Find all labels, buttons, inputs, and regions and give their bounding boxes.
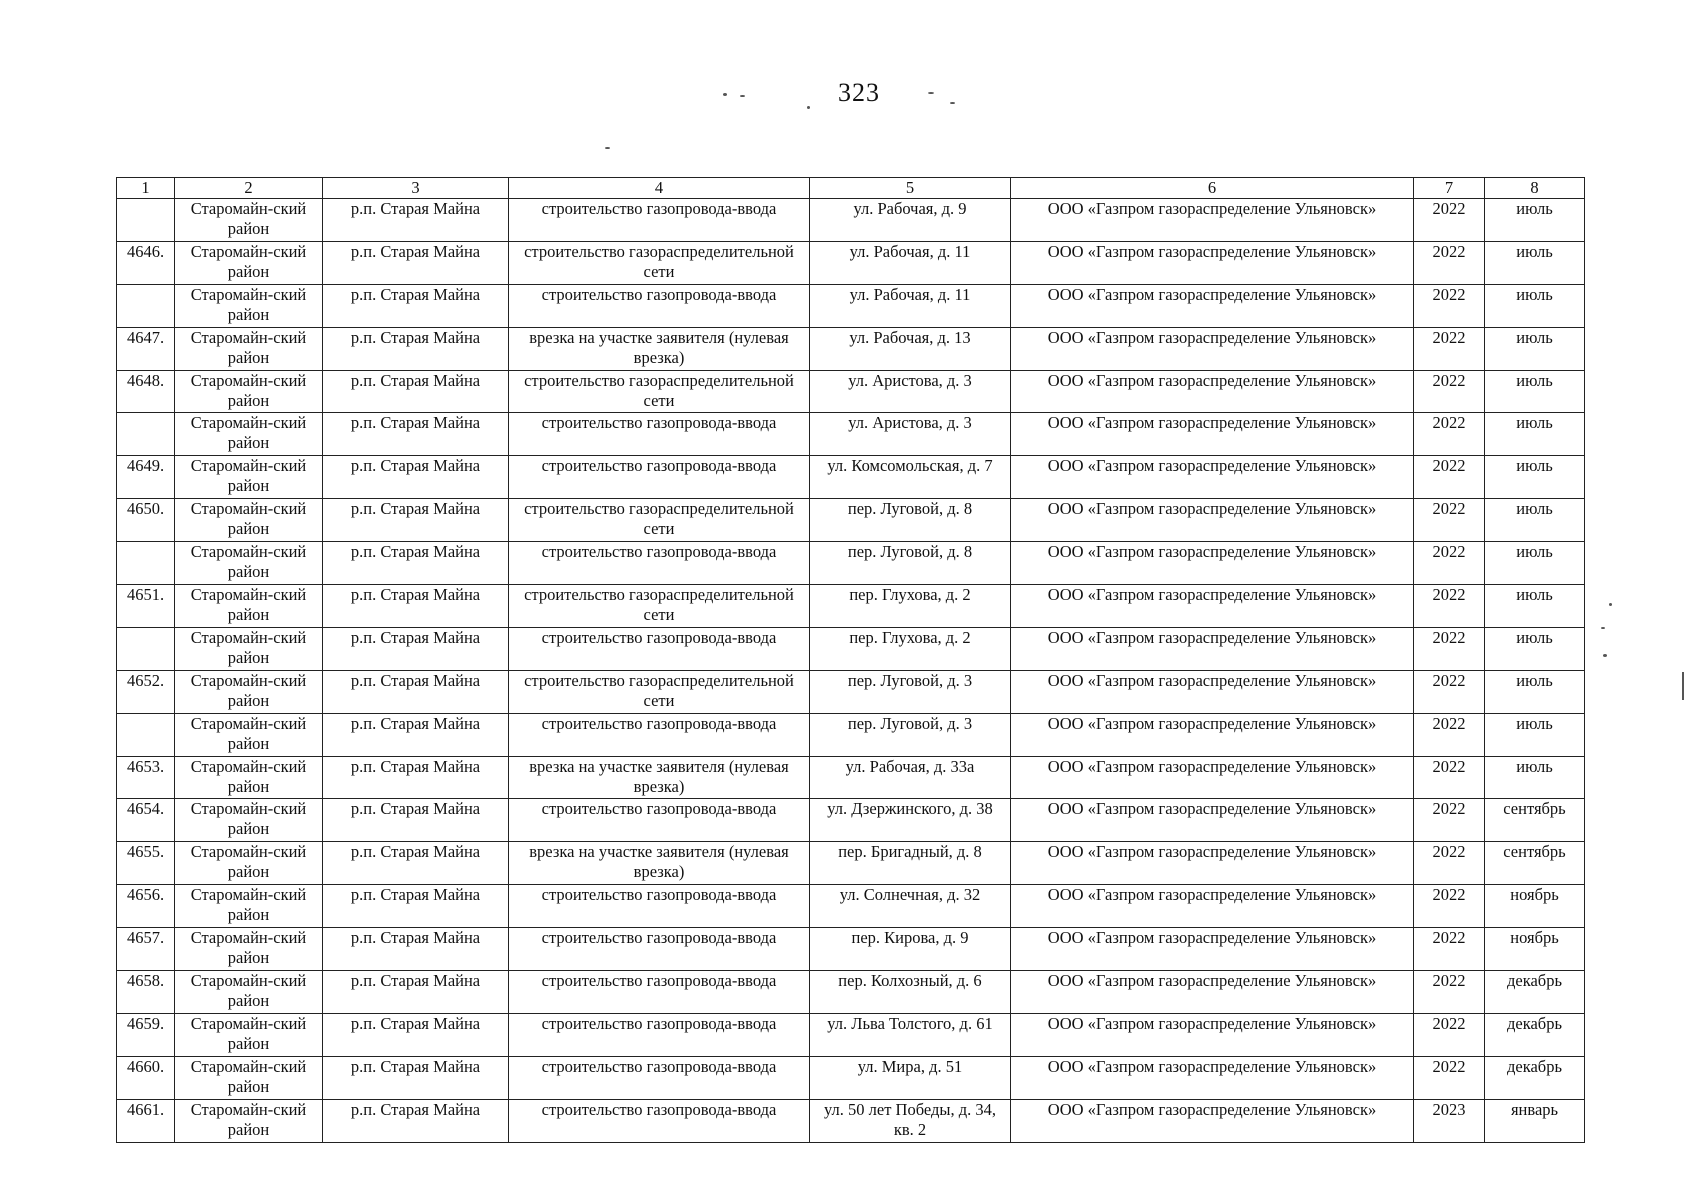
address-cell: ул. Рабочая, д. 13 (810, 327, 1011, 370)
year-cell: 2022 (1414, 885, 1485, 928)
year-cell: 2022 (1414, 456, 1485, 499)
table-row (117, 799, 1585, 842)
scan-speck (1682, 672, 1684, 700)
year-cell: 2023 (1414, 1099, 1485, 1142)
table-row (117, 885, 1585, 928)
settlement-cell: р.п. Старая Майна (323, 199, 509, 242)
year-cell: 2022 (1414, 284, 1485, 327)
row-number: 4656. (117, 885, 175, 928)
organization-cell: ООО «Газпром газораспределение Ульяновск» (1011, 1056, 1414, 1099)
scan-speck (928, 92, 934, 94)
district-cell: Старомайн-ский район (175, 499, 323, 542)
address-cell: ул. Дзержинского, д. 38 (810, 799, 1011, 842)
organization-cell: ООО «Газпром газораспределение Ульяновск» (1011, 241, 1414, 284)
settlement-cell: р.п. Старая Майна (323, 370, 509, 413)
district-cell: Старомайн-ский район (175, 1013, 323, 1056)
year-cell: 2022 (1414, 542, 1485, 585)
table-row (117, 928, 1585, 971)
address-cell: ул. Льва Толстого, д. 61 (810, 1013, 1011, 1056)
work-type-cell: строительство газопровода-ввода (509, 1013, 810, 1056)
address-cell: ул. Солнечная, д. 32 (810, 885, 1011, 928)
work-type-cell: строительство газораспределительной сети (509, 585, 810, 628)
row-number (117, 199, 175, 242)
scan-speck (807, 106, 810, 109)
work-type-cell: строительство газопровода-ввода (509, 456, 810, 499)
settlement-cell: р.п. Старая Майна (323, 413, 509, 456)
organization-cell: ООО «Газпром газораспределение Ульяновск» (1011, 284, 1414, 327)
organization-cell: ООО «Газпром газораспределение Ульяновск» (1011, 971, 1414, 1014)
address-cell: ул. 50 лет Победы, д. 34, кв. 2 (810, 1099, 1011, 1142)
district-cell: Старомайн-ский район (175, 585, 323, 628)
table-row (117, 1056, 1585, 1099)
scan-speck (1601, 627, 1605, 629)
work-type-cell: строительство газопровода-ввода (509, 885, 810, 928)
district-cell: Старомайн-ский район (175, 713, 323, 756)
organization-cell: ООО «Газпром газораспределение Ульяновск» (1011, 756, 1414, 799)
work-type-cell: строительство газопровода-ввода (509, 284, 810, 327)
scan-speck (605, 147, 610, 149)
work-type-cell: строительство газораспределительной сети (509, 241, 810, 284)
district-cell: Старомайн-ский район (175, 1056, 323, 1099)
row-number: 4658. (117, 971, 175, 1014)
address-cell: ул. Рабочая, д. 33а (810, 756, 1011, 799)
district-cell: Старомайн-ский район (175, 756, 323, 799)
year-cell: 2022 (1414, 627, 1485, 670)
settlement-cell: р.п. Старая Майна (323, 1099, 509, 1142)
scan-speck (1603, 654, 1607, 657)
month-cell: июль (1485, 627, 1585, 670)
organization-cell: ООО «Газпром газораспределение Ульяновск» (1011, 542, 1414, 585)
settlement-cell: р.п. Старая Майна (323, 842, 509, 885)
year-cell: 2022 (1414, 413, 1485, 456)
row-number: 4650. (117, 499, 175, 542)
organization-cell: ООО «Газпром газораспределение Ульяновск» (1011, 713, 1414, 756)
header-row (117, 178, 1585, 199)
district-cell: Старомайн-ский район (175, 971, 323, 1014)
address-cell: ул. Аристова, д. 3 (810, 370, 1011, 413)
table-row (117, 1099, 1585, 1142)
address-cell: пер. Бригадный, д. 8 (810, 842, 1011, 885)
month-cell: июль (1485, 542, 1585, 585)
work-type-cell: строительство газораспределительной сети (509, 499, 810, 542)
month-cell: июль (1485, 241, 1585, 284)
col-header: 4 (509, 178, 810, 199)
month-cell: июль (1485, 713, 1585, 756)
year-cell: 2022 (1414, 799, 1485, 842)
address-cell: пер. Луговой, д. 8 (810, 499, 1011, 542)
settlement-cell: р.п. Старая Майна (323, 670, 509, 713)
settlement-cell: р.п. Старая Майна (323, 327, 509, 370)
table-row (117, 327, 1585, 370)
row-number: 4660. (117, 1056, 175, 1099)
table-row (117, 842, 1585, 885)
year-cell: 2022 (1414, 842, 1485, 885)
district-cell: Старомайн-ский район (175, 199, 323, 242)
work-type-cell: строительство газопровода-ввода (509, 413, 810, 456)
month-cell: июль (1485, 413, 1585, 456)
district-cell: Старомайн-ский район (175, 327, 323, 370)
settlement-cell: р.п. Старая Майна (323, 756, 509, 799)
table-row (117, 971, 1585, 1014)
table-row (117, 284, 1585, 327)
organization-cell: ООО «Газпром газораспределение Ульяновск» (1011, 799, 1414, 842)
organization-cell: ООО «Газпром газораспределение Ульяновск» (1011, 413, 1414, 456)
row-number: 4653. (117, 756, 175, 799)
work-type-cell: строительство газопровода-ввода (509, 713, 810, 756)
month-cell: июль (1485, 756, 1585, 799)
settlement-cell: р.п. Старая Майна (323, 928, 509, 971)
table-row (117, 456, 1585, 499)
work-type-cell: строительство газопровода-ввода (509, 971, 810, 1014)
year-cell: 2022 (1414, 199, 1485, 242)
year-cell: 2022 (1414, 327, 1485, 370)
work-type-cell: врезка на участке заявителя (нулевая врезка) (509, 327, 810, 370)
col-header: 7 (1414, 178, 1485, 199)
month-cell: июль (1485, 370, 1585, 413)
col-header: 5 (810, 178, 1011, 199)
row-number (117, 284, 175, 327)
month-cell: ноябрь (1485, 928, 1585, 971)
year-cell: 2022 (1414, 971, 1485, 1014)
row-number: 4647. (117, 327, 175, 370)
organization-cell: ООО «Газпром газораспределение Ульяновск» (1011, 627, 1414, 670)
year-cell: 2022 (1414, 928, 1485, 971)
month-cell: декабрь (1485, 1013, 1585, 1056)
table-row (117, 756, 1585, 799)
month-cell: июль (1485, 456, 1585, 499)
organization-cell: ООО «Газпром газораспределение Ульяновск» (1011, 199, 1414, 242)
month-cell: сентябрь (1485, 842, 1585, 885)
work-type-cell: строительство газопровода-ввода (509, 928, 810, 971)
work-type-cell: строительство газопровода-ввода (509, 1099, 810, 1142)
organization-cell: ООО «Газпром газораспределение Ульяновск» (1011, 370, 1414, 413)
address-cell: пер. Глухова, д. 2 (810, 585, 1011, 628)
row-number: 4651. (117, 585, 175, 628)
address-cell: ул. Аристова, д. 3 (810, 413, 1011, 456)
organization-cell: ООО «Газпром газораспределение Ульяновск» (1011, 842, 1414, 885)
work-type-cell: врезка на участке заявителя (нулевая врезка) (509, 756, 810, 799)
organization-cell: ООО «Газпром газораспределение Ульяновск» (1011, 1013, 1414, 1056)
district-cell: Старомайн-ский район (175, 670, 323, 713)
settlement-cell: р.п. Старая Майна (323, 241, 509, 284)
row-number (117, 413, 175, 456)
work-type-cell: строительство газораспределительной сети (509, 670, 810, 713)
scan-speck (950, 102, 955, 104)
work-type-cell: строительство газопровода-ввода (509, 199, 810, 242)
row-number: 4661. (117, 1099, 175, 1142)
month-cell: июль (1485, 327, 1585, 370)
year-cell: 2022 (1414, 1013, 1485, 1056)
district-cell: Старомайн-ский район (175, 1099, 323, 1142)
district-cell: Старомайн-ский район (175, 842, 323, 885)
row-number: 4659. (117, 1013, 175, 1056)
month-cell: июль (1485, 284, 1585, 327)
row-number (117, 713, 175, 756)
settlement-cell: р.п. Старая Майна (323, 499, 509, 542)
work-type-cell: строительство газопровода-ввода (509, 799, 810, 842)
district-cell: Старомайн-ский район (175, 284, 323, 327)
table-row (117, 413, 1585, 456)
organization-cell: ООО «Газпром газораспределение Ульяновск» (1011, 327, 1414, 370)
district-cell: Старомайн-ский район (175, 885, 323, 928)
organization-cell: ООО «Газпром газораспределение Ульяновск» (1011, 1099, 1414, 1142)
register-table (116, 177, 1585, 1143)
year-cell: 2022 (1414, 370, 1485, 413)
district-cell: Старомайн-ский район (175, 241, 323, 284)
address-cell: ул. Комсомольская, д. 7 (810, 456, 1011, 499)
table-row (117, 499, 1585, 542)
organization-cell: ООО «Газпром газораспределение Ульяновск» (1011, 456, 1414, 499)
district-cell: Старомайн-ский район (175, 799, 323, 842)
organization-cell: ООО «Газпром газораспределение Ульяновск» (1011, 885, 1414, 928)
month-cell: сентябрь (1485, 799, 1585, 842)
settlement-cell: р.п. Старая Майна (323, 1013, 509, 1056)
district-cell: Старомайн-ский район (175, 456, 323, 499)
address-cell: пер. Луговой, д. 8 (810, 542, 1011, 585)
settlement-cell: р.п. Старая Майна (323, 585, 509, 628)
row-number: 4657. (117, 928, 175, 971)
district-cell: Старомайн-ский район (175, 928, 323, 971)
month-cell: июль (1485, 199, 1585, 242)
settlement-cell: р.п. Старая Майна (323, 542, 509, 585)
settlement-cell: р.п. Старая Майна (323, 284, 509, 327)
address-cell: ул. Рабочая, д. 11 (810, 284, 1011, 327)
table-row (117, 713, 1585, 756)
settlement-cell: р.п. Старая Майна (323, 456, 509, 499)
month-cell: июль (1485, 499, 1585, 542)
year-cell: 2022 (1414, 499, 1485, 542)
district-cell: Старомайн-ский район (175, 542, 323, 585)
row-number (117, 542, 175, 585)
address-cell: ул. Мира, д. 51 (810, 1056, 1011, 1099)
row-number (117, 627, 175, 670)
district-cell: Старомайн-ский район (175, 413, 323, 456)
year-cell: 2022 (1414, 1056, 1485, 1099)
year-cell: 2022 (1414, 241, 1485, 284)
page-number: 323 (838, 78, 880, 107)
year-cell: 2022 (1414, 670, 1485, 713)
col-header: 8 (1485, 178, 1585, 199)
settlement-cell: р.п. Старая Майна (323, 799, 509, 842)
work-type-cell: строительство газопровода-ввода (509, 627, 810, 670)
scan-speck (740, 95, 745, 97)
settlement-cell: р.п. Старая Майна (323, 885, 509, 928)
row-number: 4652. (117, 670, 175, 713)
organization-cell: ООО «Газпром газораспределение Ульяновск» (1011, 499, 1414, 542)
table-row (117, 199, 1585, 242)
table-row (117, 370, 1585, 413)
organization-cell: ООО «Газпром газораспределение Ульяновск» (1011, 928, 1414, 971)
address-cell: ул. Рабочая, д. 9 (810, 199, 1011, 242)
month-cell: июль (1485, 670, 1585, 713)
settlement-cell: р.п. Старая Майна (323, 1056, 509, 1099)
work-type-cell: строительство газопровода-ввода (509, 1056, 810, 1099)
month-cell: январь (1485, 1099, 1585, 1142)
address-cell: пер. Кирова, д. 9 (810, 928, 1011, 971)
work-type-cell: врезка на участке заявителя (нулевая врезка) (509, 842, 810, 885)
year-cell: 2022 (1414, 756, 1485, 799)
row-number: 4655. (117, 842, 175, 885)
organization-cell: ООО «Газпром газораспределение Ульяновск» (1011, 670, 1414, 713)
month-cell: июль (1485, 585, 1585, 628)
month-cell: ноябрь (1485, 885, 1585, 928)
organization-cell: ООО «Газпром газораспределение Ульяновск» (1011, 585, 1414, 628)
col-header: 6 (1011, 178, 1414, 199)
row-number: 4649. (117, 456, 175, 499)
address-cell: пер. Луговой, д. 3 (810, 670, 1011, 713)
table-row (117, 542, 1585, 585)
col-header: 2 (175, 178, 323, 199)
month-cell: декабрь (1485, 971, 1585, 1014)
scan-speck (723, 93, 727, 96)
address-cell: ул. Рабочая, д. 11 (810, 241, 1011, 284)
month-cell: декабрь (1485, 1056, 1585, 1099)
district-cell: Старомайн-ский район (175, 370, 323, 413)
settlement-cell: р.п. Старая Майна (323, 971, 509, 1014)
district-cell: Старомайн-ский район (175, 627, 323, 670)
work-type-cell: строительство газораспределительной сети (509, 370, 810, 413)
table-row (117, 670, 1585, 713)
year-cell: 2022 (1414, 713, 1485, 756)
settlement-cell: р.п. Старая Майна (323, 627, 509, 670)
row-number: 4646. (117, 241, 175, 284)
row-number: 4654. (117, 799, 175, 842)
col-header: 1 (117, 178, 175, 199)
work-type-cell: строительство газопровода-ввода (509, 542, 810, 585)
table-row (117, 1013, 1585, 1056)
scan-speck (1609, 603, 1612, 606)
settlement-cell: р.п. Старая Майна (323, 713, 509, 756)
address-cell: пер. Колхозный, д. 6 (810, 971, 1011, 1014)
table-row (117, 241, 1585, 284)
address-cell: пер. Луговой, д. 3 (810, 713, 1011, 756)
table-row (117, 585, 1585, 628)
year-cell: 2022 (1414, 585, 1485, 628)
row-number: 4648. (117, 370, 175, 413)
col-header: 3 (323, 178, 509, 199)
table-row (117, 627, 1585, 670)
address-cell: пер. Глухова, д. 2 (810, 627, 1011, 670)
